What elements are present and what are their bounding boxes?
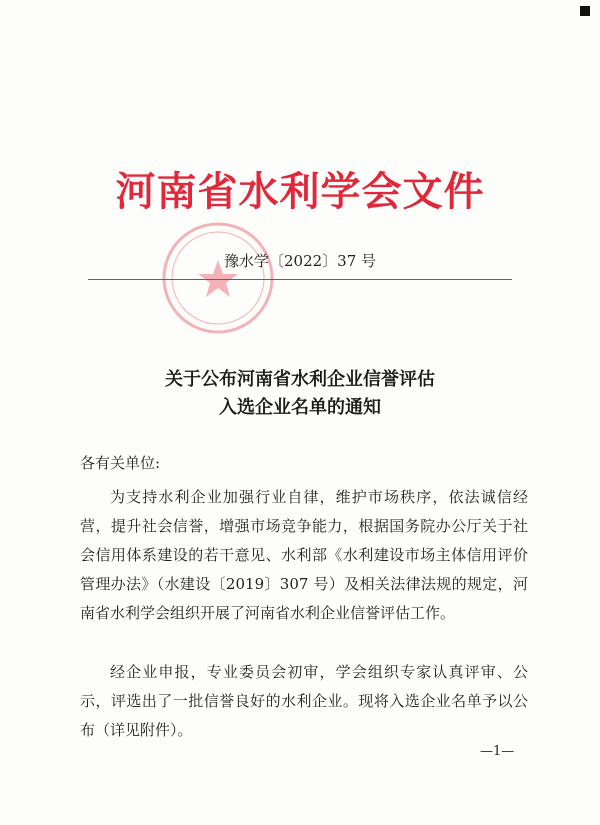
body-paragraph-1: 为支持水利企业加强行业自律，维护市场秩序，依法诚信经营，提升社会信誉，增强市场竞争能力，根据国务院办公厅关于社会信用体系建设的若干意见、水利部《水利建设市场主体信用评价管理办法》（水建设〔2019〕307 号）及相关法律法规的规定，河南省水利学会组织开展了河南省水利企业信誉评估工作。: [80, 488, 528, 622]
scan-corner-mark: [580, 6, 590, 16]
document-number: 豫水学〔2022〕37 号: [223, 252, 377, 270]
header-red-divider: [88, 279, 512, 280]
addressee: 各有关单位:: [80, 454, 161, 472]
page-number: —1—: [480, 744, 515, 759]
red-seal-stamp-icon: [158, 218, 278, 338]
issuer-header-title: 河南省水利学会文件: [115, 168, 485, 215]
document-title-line-2: 入选企业名单的通知: [219, 397, 381, 418]
body-paragraph-2: 经企业申报，专业委员会初审，学会组织专家认真评审、公示，评选出了一批信誉良好的水利企业。现将入选企业名单予以公布（详见附件）。: [80, 663, 528, 739]
document-title-line-1: 关于公布河南省水利企业信誉评估: [165, 369, 435, 390]
